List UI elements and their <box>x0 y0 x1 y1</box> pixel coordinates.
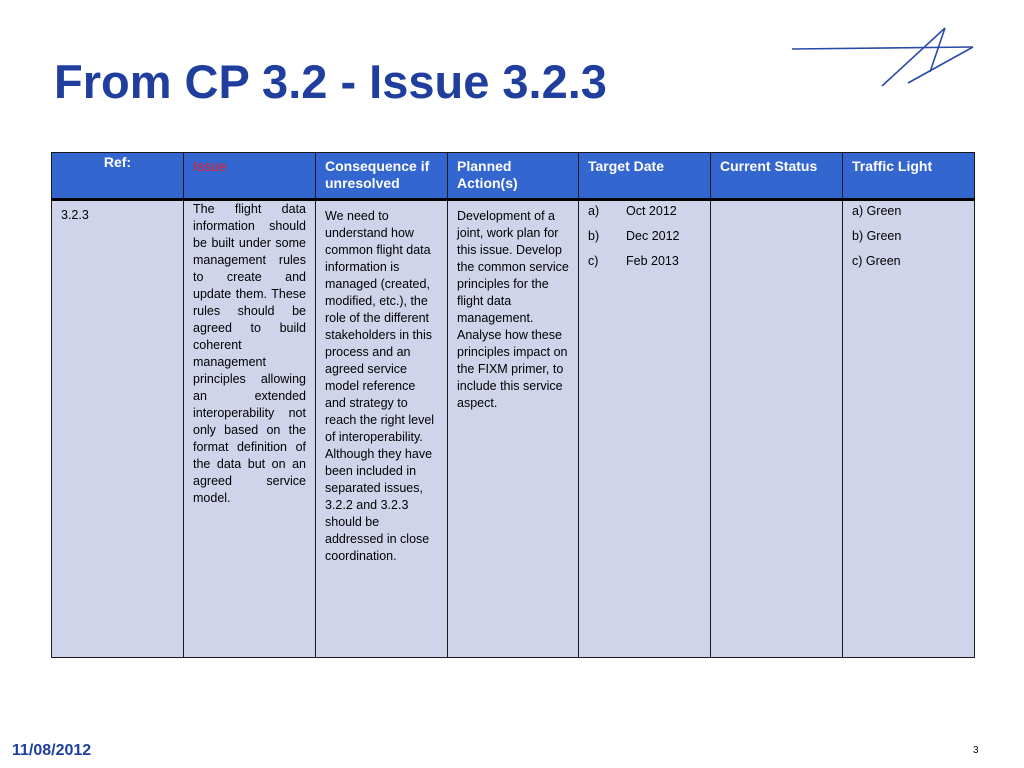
header-consequence: Consequence if unresolved <box>316 153 448 200</box>
target-date-item: a) Oct 2012 <box>588 204 677 218</box>
table-header-row <box>52 153 975 200</box>
header-planned-actions: Planned Action(s) <box>448 153 579 200</box>
traffic-light-item: a) Green <box>852 204 902 218</box>
footer-date: 11/08/2012 <box>12 742 92 759</box>
header-current-status: Current Status <box>711 153 843 200</box>
traffic-light-item: b) Green <box>852 229 902 243</box>
target-date-item: c) Feb 2013 <box>588 254 679 268</box>
cell-planned-actions: Development of a joint, work plan for this issue. Develop the common service principles for the flight data management. Analyse how these principles impact on the FIXM primer, to include this service aspect. <box>448 200 579 658</box>
header-issue: Issue <box>184 153 316 200</box>
cell-consequence: We need to understand how common flight data information is managed (created, modified, etc.), the role of the different stakeholders in this process and an agreed service model reference and strategy to reach the right level of interoperability. Although they have been included in separated issues, 3.2.2 and 3.2.3 should be addressed in close coordination. <box>316 200 448 658</box>
cell-issue: The flight data information should be built under some management rules to create and update them. These rules should be agreed to build coherent management principles allowing an extended interoperability not only based on the format definition of the data but on an agreed service model. <box>184 200 316 658</box>
header-traffic-light: Traffic Light <box>843 153 975 200</box>
target-date-item: b) Dec 2012 <box>588 229 680 243</box>
page-number: 3 <box>973 745 979 756</box>
cell-ref: 3.2.3 <box>52 200 184 658</box>
table-row <box>52 200 975 658</box>
company-logo <box>790 22 974 94</box>
header-ref: Ref: <box>52 153 184 200</box>
traffic-light-item: c) Green <box>852 254 901 268</box>
issue-table-container <box>51 152 974 658</box>
issue-table <box>51 152 975 658</box>
cell-target-date <box>579 200 711 658</box>
slide-title: From CP 3.2 - Issue 3.2.3 <box>54 55 607 108</box>
cell-current-status <box>711 200 843 658</box>
header-target-date: Target Date <box>579 153 711 200</box>
cell-traffic-light <box>843 200 975 658</box>
